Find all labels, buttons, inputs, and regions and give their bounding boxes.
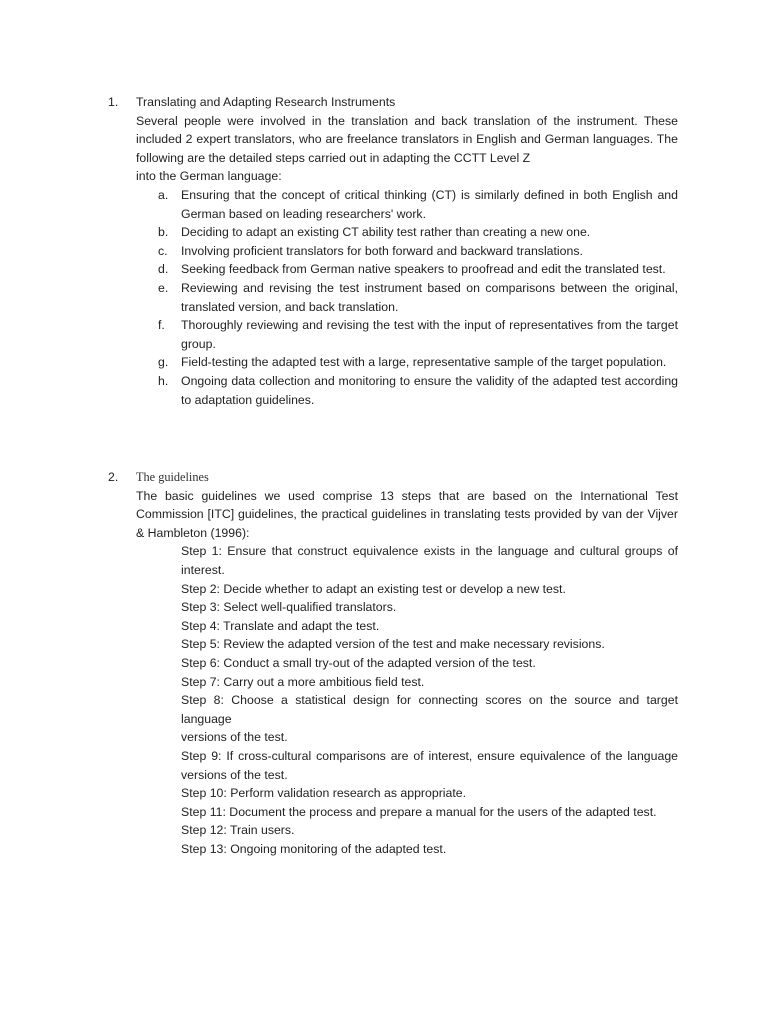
- list-item-text: Ensuring that the concept of critical thinking (CT) is similarly defined in both English and German based on leading researchers' work.: [181, 187, 678, 221]
- list-item-text: Thoroughly reviewing and revising the test with the input of representatives from the target group.: [181, 318, 678, 351]
- list-letter: e.: [158, 280, 169, 295]
- section-paragraph-tail: into the German language:: [136, 169, 282, 184]
- list-item: Step 6: Conduct a small try-out of the adapted version of the test.: [181, 655, 536, 670]
- section-body: [136, 468, 678, 858]
- list-letter: a.: [158, 187, 169, 202]
- list-item: Step 4: Translate and adapt the test.: [181, 618, 380, 633]
- list-item: [158, 260, 678, 279]
- list-item: [158, 316, 678, 353]
- list-item: [158, 223, 678, 242]
- section-guidelines: [108, 468, 678, 858]
- list-item: Step 7: Carry out a more ambitious field test.: [181, 674, 425, 689]
- list-item: Step 1: Ensure that construct equivalence exists in the language and cultural groups of interest.: [181, 544, 678, 577]
- list-item: [158, 279, 678, 316]
- section-paragraph: The basic guidelines we used comprise 13 steps that are based on the International Test Commission [ITC] guidelines, the practical guidelines in translating tests provided by van der Vijver & Hambleton (1996):: [136, 488, 678, 540]
- list-item-text: Seeking feedback from German native speakers to proofread and edit the translated test.: [181, 262, 666, 277]
- list-item: Step 10: Perform validation research as appropriate.: [181, 786, 467, 801]
- list-item: [158, 186, 678, 223]
- list-item: Step 9: If cross-cultural comparisons are of interest, ensure equivalence of the language versions of the test.: [181, 748, 678, 782]
- list-item: Step 5: Review the adapted version of the test and make necessary revisions.: [181, 637, 605, 652]
- list-letter: d.: [158, 262, 169, 277]
- list-item: [158, 242, 678, 261]
- list-letter: f.: [158, 318, 165, 333]
- list-item-text: Deciding to adapt an existing CT ability test rather than creating a new one.: [181, 225, 591, 240]
- list-letter: c.: [158, 243, 168, 258]
- list-item-text: Reviewing and revising the test instrument based on comparisons between the original, translated version, and back translation.: [181, 280, 678, 314]
- section-translating: [108, 93, 678, 409]
- adaptation-steps-list: [136, 186, 678, 409]
- section-number: 2.: [108, 470, 119, 484]
- list-item: [158, 372, 678, 409]
- list-item: Step 8: Choose a statistical design for connecting scores on the source and target language: [181, 693, 678, 726]
- section-title: Translating and Adapting Research Instruments: [136, 95, 396, 109]
- list-item-text: Field-testing the adapted test with a large, representative sample of the target population.: [181, 355, 667, 370]
- section-paragraph: Several people were involved in the translation and back translation of the instrument. These included 2 expert translators, who are freelance translators in English and German languages. The following are the detailed steps carried out in adapting the CCTT Level Z: [136, 113, 678, 165]
- list-item: Step 2: Decide whether to adapt an existing test or develop a new test.: [181, 581, 566, 596]
- section-title: The guidelines: [136, 470, 209, 484]
- section-number: 1.: [108, 95, 119, 109]
- list-item: Step 13: Ongoing monitoring of the adapted test.: [181, 841, 447, 856]
- list-letter: b.: [158, 225, 169, 240]
- list-item: Step 12: Train users.: [181, 823, 295, 838]
- list-item: versions of the test.: [181, 730, 288, 745]
- list-item-text: Involving proficient translators for both forward and backward translations.: [181, 243, 583, 258]
- guideline-steps-list: [136, 542, 678, 858]
- list-item: Step 3: Select well-qualified translators.: [181, 600, 397, 615]
- section-body: [136, 93, 678, 409]
- list-item-text: Ongoing data collection and monitoring to ensure the validity of the adapted test according to adaptation guidelines.: [181, 373, 678, 407]
- list-letter: g.: [158, 355, 169, 370]
- list-letter: h.: [158, 373, 169, 388]
- list-item: [158, 353, 678, 372]
- list-item: Step 11: Document the process and prepare a manual for the users of the adapted test.: [181, 804, 657, 819]
